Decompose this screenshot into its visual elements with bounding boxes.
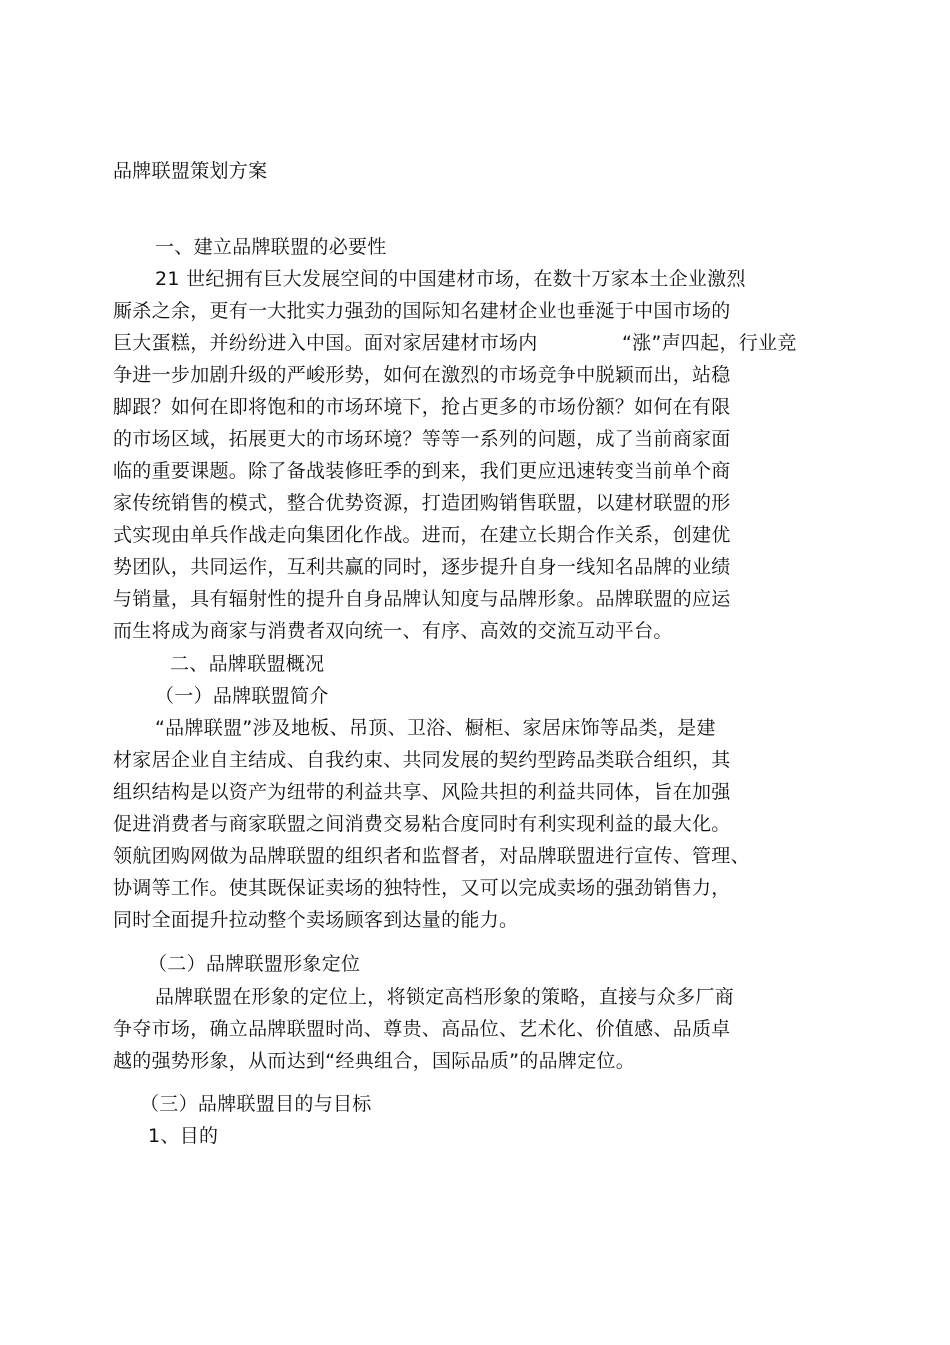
paragraph-line: “品牌联盟”涉及地板、吊顶、卫浴、橱柜、家居床饰等品类，是建 — [155, 717, 716, 739]
paragraph-line: 势团队，共同运作，互利共赢的同时，逐步提升自身一线知名品牌的业绩 — [113, 556, 731, 578]
paragraph-line: “涨”声四起，行业竞 — [622, 332, 797, 354]
paragraph-line: 式实现由单兵作战走向集团化作战。进而，在建立长期合作关系，创建优 — [113, 524, 731, 546]
subsection-heading-2: （二）品牌联盟形象定位 — [148, 953, 361, 975]
section-heading-1: 一、建立品牌联盟的必要性 — [155, 236, 387, 258]
paragraph-line: 家传统销售的模式，整合优势资源，打造团购销售联盟，以建材联盟的形 — [113, 492, 731, 514]
paragraph-line: 同时全面提升拉动整个卖场顾客到达量的能力。 — [113, 909, 519, 931]
paragraph-line: 争进一步加剧升级的严峻形势，如何在激烈的市场竞争中脱颖而出，站稳 — [113, 364, 731, 386]
paragraph-line: 临的重要课题。除了备战装修旺季的到来，我们更应迅速转变当前单个商 — [113, 460, 731, 482]
paragraph-line: 而生将成为商家与消费者双向统一、有序、高效的交流互动平台。 — [113, 620, 673, 642]
paragraph-line: 厮杀之余，更有一大批实力强劲的国际知名建材企业也垂涎于中国市场的 — [113, 300, 731, 322]
subsection-heading-3: （三）品牌联盟目的与目标 — [140, 1093, 372, 1115]
paragraph-line: 促进消费者与商家联盟之间消费交易粘合度同时有利实现利益的最大化。 — [113, 813, 731, 835]
paragraph-line: 材家居企业自主结成、自我约束、共同发展的契约型跨品类联合组织，其 — [113, 749, 731, 771]
paragraph-line: 品牌联盟在形象的定位上，将锁定高档形象的策略，直接与众多厂商 — [155, 986, 735, 1008]
paragraph-line: 领航团购网做为品牌联盟的组织者和监督者，对品牌联盟进行宣传、管理、 — [113, 845, 750, 867]
list-item-1: 1、目的 — [148, 1125, 219, 1147]
paragraph-line: 21 世纪拥有巨大发展空间的中国建材市场，在数十万家本土企业激烈 — [155, 268, 746, 290]
paragraph-line: 越的强势形象，从而达到“经典组合，国际品质”的品牌定位。 — [113, 1050, 636, 1072]
paragraph-line: 巨大蛋糕，并纷纷进入中国。面对家居建材市场内 — [113, 332, 538, 354]
subsection-heading-1: （一）品牌联盟简介 — [155, 685, 329, 707]
section-heading-2: 二、品牌联盟概况 — [170, 653, 325, 675]
paragraph-line: 的市场区域，拓展更大的市场环境？等等一系列的问题，成了当前商家面 — [113, 428, 731, 450]
paragraph-line: 争夺市场，确立品牌联盟时尚、尊贵、高品位、艺术化、价值感、品质卓 — [113, 1018, 731, 1040]
paragraph-line: 与销量，具有辐射性的提升自身品牌认知度与品牌形象。品牌联盟的应运 — [113, 588, 731, 610]
paragraph-line: 协调等工作。使其既保证卖场的独特性，又可以完成卖场的强劲销售力， — [113, 877, 731, 899]
paragraph-line: 组织结构是以资产为纽带的利益共享、风险共担的利益共同体，旨在加强 — [113, 781, 731, 803]
paragraph-line: 脚跟？如何在即将饱和的市场环境下，抢占更多的市场份额？如何在有限 — [113, 396, 731, 418]
document-title: 品牌联盟策划方案 — [113, 160, 268, 182]
